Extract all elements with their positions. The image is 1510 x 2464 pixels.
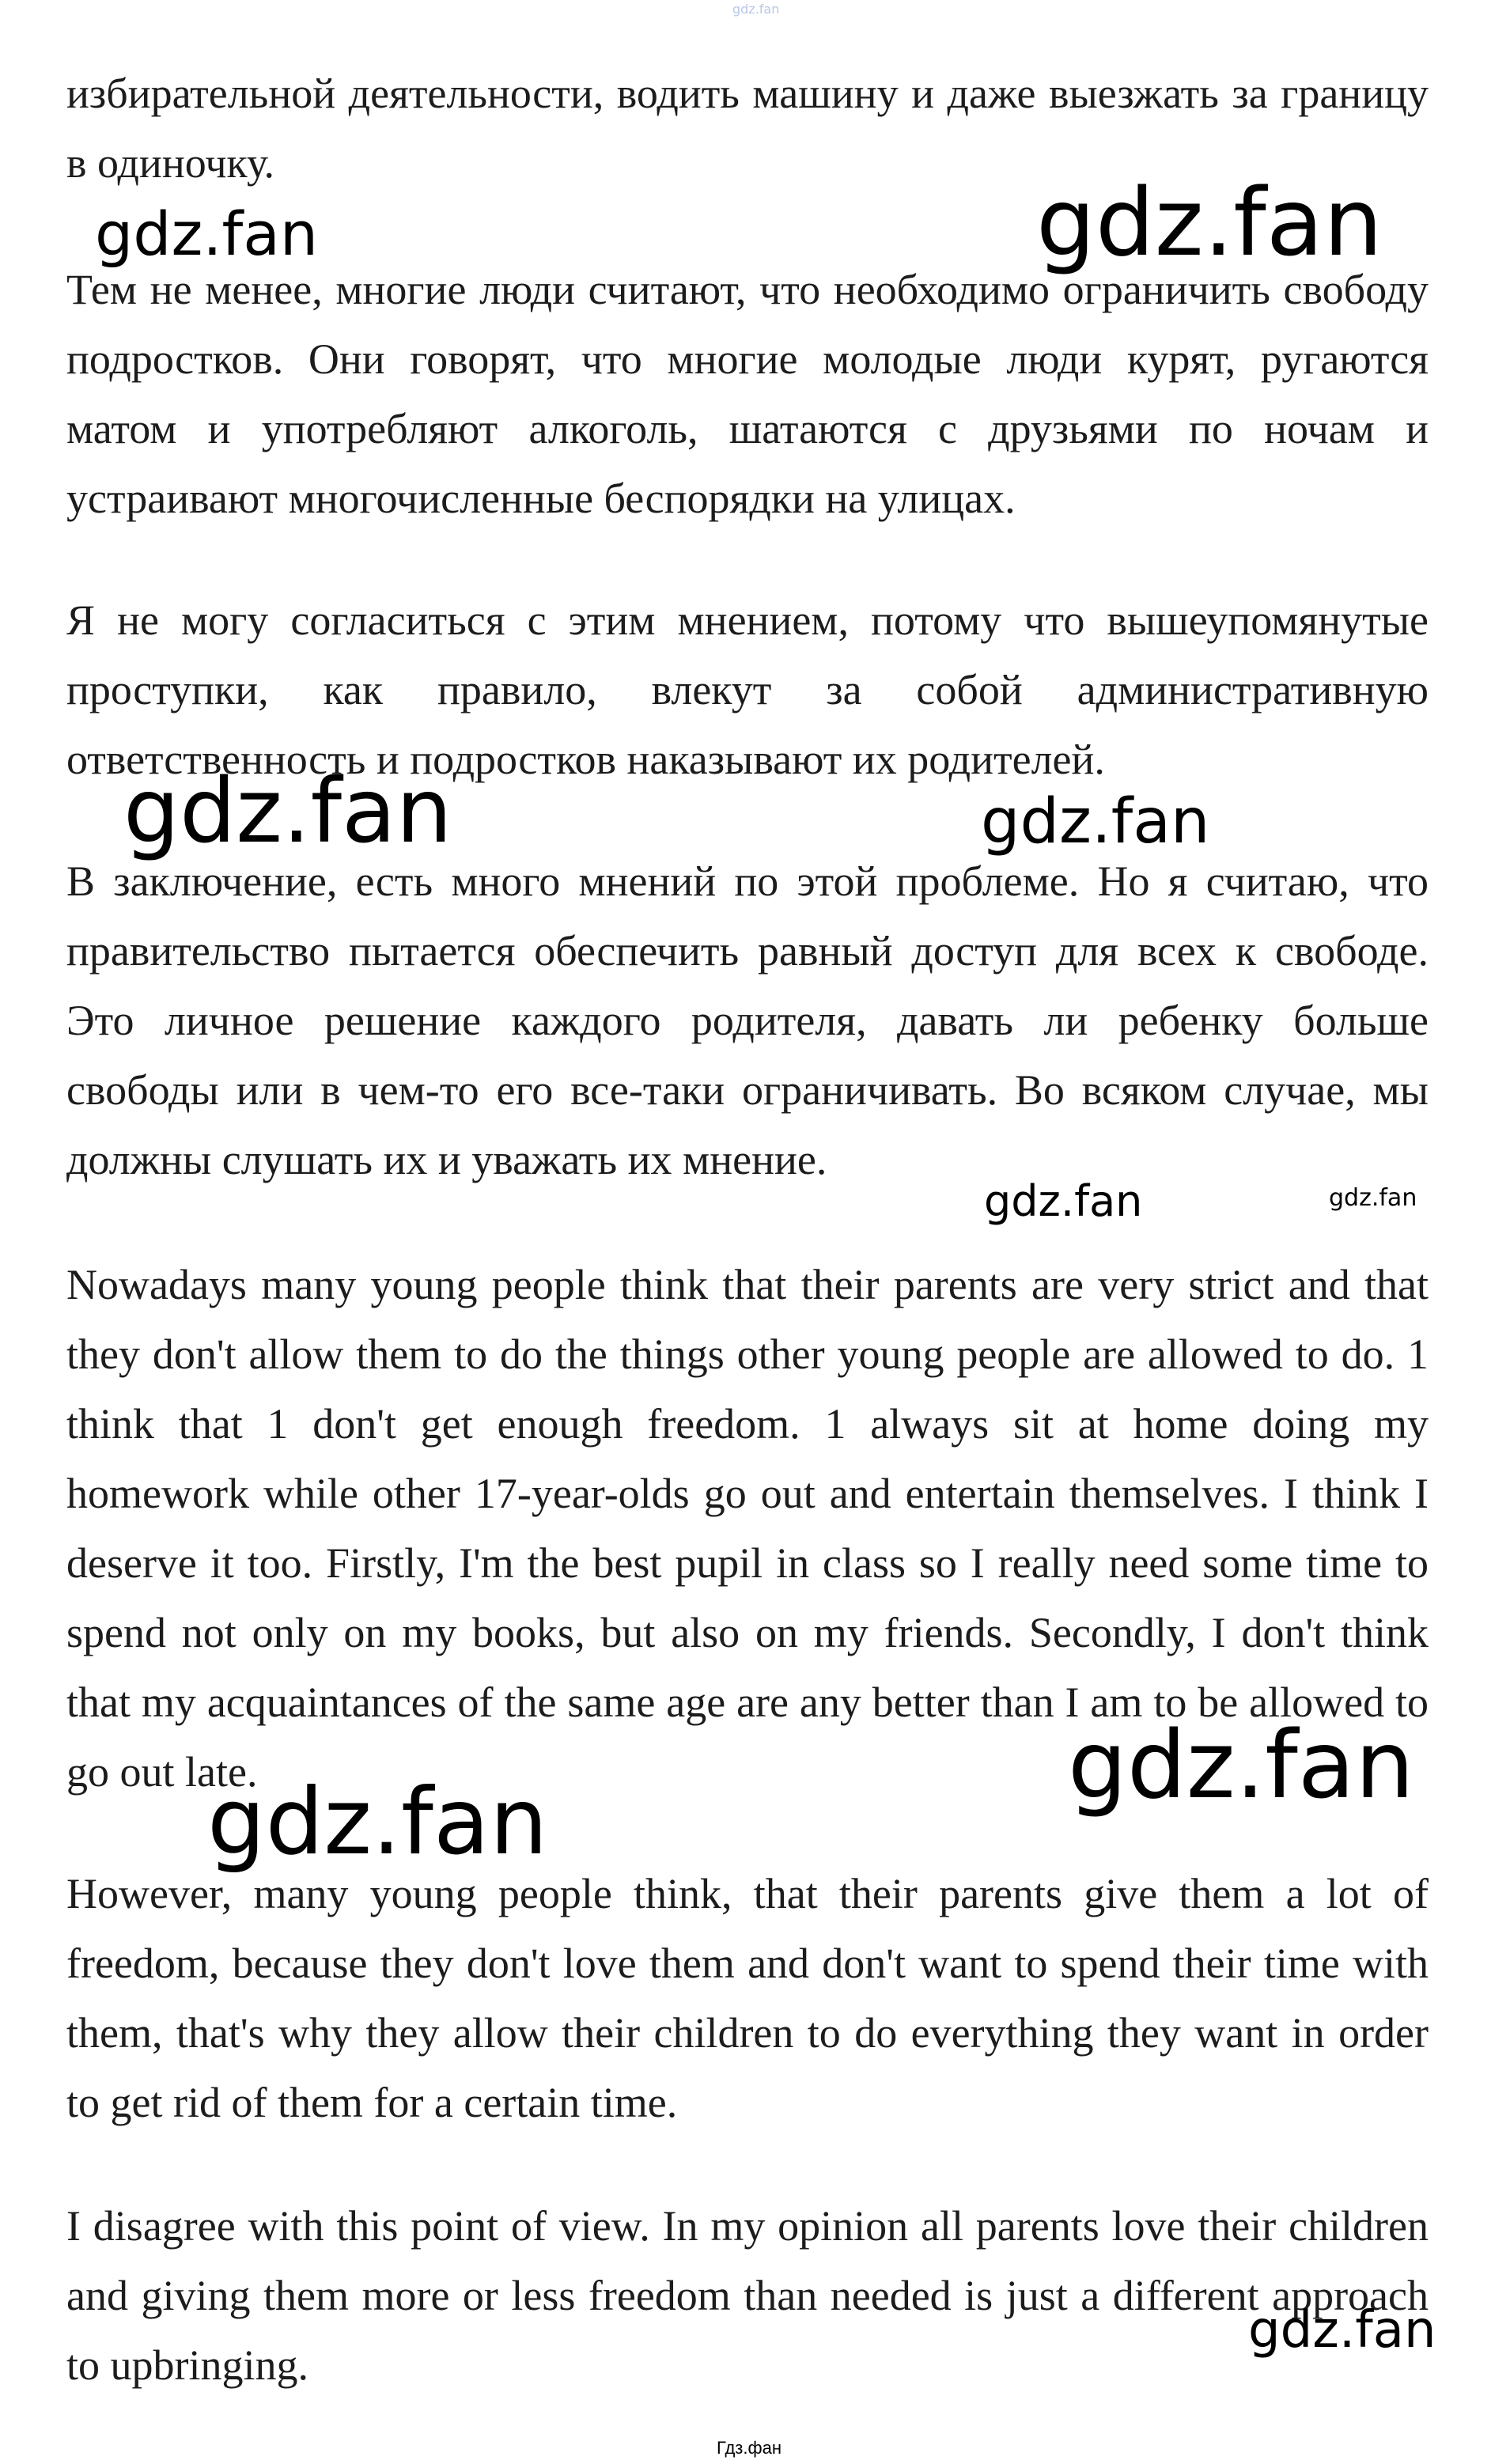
watermark: gdz.fan [207, 1769, 548, 1875]
footer-label: Гдз.фан [717, 2438, 781, 2458]
paragraph-7: I disagree with this point of view. In my opinion all parents love their children and giving them more or less freedom than needed is just a different approach to upbringing. [66, 2202, 1429, 2389]
paragraph-2: Тем не менее, многие люди считают, что необходимо ограничить свободу подростков. Они говорят, что многие молодые люди курят, ругаются матом и употребляют алкоголь, шатаются с друзьями по ночам и устраивают многочисленные беспорядки на улицах. [66, 266, 1429, 522]
paragraph-3: Я не могу согласиться с этим мнением, потому что вышеупомянутые проступки, как правило, влекут за собой административную ответственность и подростков наказывают их родителей. [66, 596, 1429, 783]
watermark: gdz.fan [95, 199, 319, 269]
watermark: gdz.fan [123, 760, 452, 863]
top-watermark: gdz.fan [732, 2, 780, 17]
watermark: gdz.fan [1329, 1184, 1417, 1212]
paragraph-5: Nowadays many young people think that their parents are very strict and that they don't allow them to do the things other young people are allowed to do. 1 think that 1 don't get enough freedom. 1 always sit at home doing my homework while other 17-year-olds go out and entertain themselves. I think I deserve it too. Firstly, I'm the best pupil in class so I really need some time to spend not only on my books, but also on my friends. Secondly, I don't think that my acquaintances of the same age are any better than I am to be allowed to go out late. [66, 1261, 1429, 1796]
paragraph-6: However, many young people think, that their parents give them a lot of freedom, because they don't love them and don't want to spend their time with them, that's why they allow their children to do everything they want in order to get rid of them for a certain time. [66, 1870, 1429, 2126]
watermark: gdz.fan [1248, 2301, 1436, 2360]
watermark: gdz.fan [984, 1176, 1143, 1226]
watermark: gdz.fan [1068, 1710, 1414, 1819]
watermark: gdz.fan [981, 786, 1210, 857]
paragraph-4: В заключение, есть много мнений по этой проблеме. Но я считаю, что правительство пытается обеспечить равный доступ для всех к свободе. Это личное решение каждого родителя, давать ли ребенку больше свободы или в чем-то его все-таки ограничивать. Во всяком случае, мы должны слушать их и уважать их мнение. [66, 857, 1429, 1183]
watermark: gdz.fan [1036, 168, 1383, 277]
paragraph-1: избирательной деятельности, водить машину и даже выезжать за границу в одиночку. [66, 70, 1429, 187]
